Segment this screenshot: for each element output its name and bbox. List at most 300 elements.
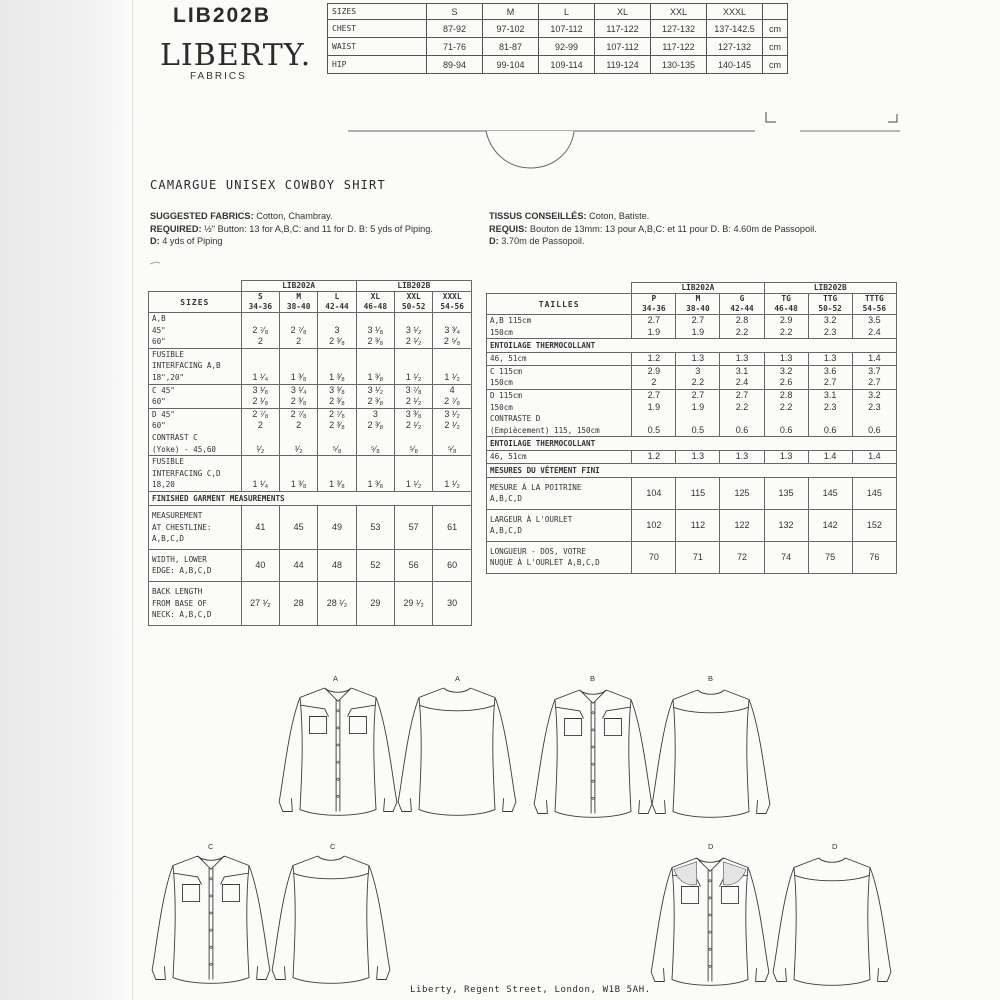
button-icon (337, 727, 339, 729)
yardage-value: 2 (257, 420, 263, 431)
measurement-value: 60 (433, 549, 472, 581)
yardage-value: 1 ³⁄₈ (290, 371, 307, 382)
measurement-value: 29 (356, 581, 394, 625)
yardage-value: 2 ³⁄₈ (329, 396, 345, 407)
yardage-value: 3 ¹⁄₂ (367, 384, 384, 395)
yardage-value: 1.9 (647, 401, 661, 412)
unit-cell: cm (763, 38, 788, 56)
yardage-value: 2.8 (735, 315, 749, 325)
yardage-value: 2 ¹⁄₂ (405, 396, 422, 407)
measurement-value: 142 (808, 509, 852, 541)
size-name: XXXL (442, 292, 462, 301)
measurement-value: 28 ¹⁄₂ (318, 581, 356, 625)
d-value: 3.70m de Passopoil. (501, 236, 585, 246)
button-icon (337, 795, 339, 797)
yardage-value: 1 ³⁄₈ (329, 479, 345, 490)
size-name: S (257, 292, 263, 301)
yardage-value: 3 (334, 324, 340, 335)
measurement-value: 27 ¹⁄₂ (241, 581, 279, 625)
size-range: 46-48 (774, 304, 798, 313)
yardage-value: 1 ³⁄₈ (367, 479, 384, 490)
size-header: XL (595, 4, 651, 20)
yardage-value: 1 ³⁄₈ (290, 479, 307, 490)
size-range: 34-36 (642, 304, 666, 313)
yardage-value: 1.3 (735, 353, 749, 364)
fabrics-label: TISSUS CONSEILLÉS: (489, 211, 587, 221)
yardage-value: 1.3 (823, 353, 837, 364)
yardage-value: 2 ³⁄₈ (367, 420, 384, 431)
view-label: C (330, 842, 336, 851)
label-line: NUQUE À L'OURLET A,B,C,D (490, 558, 600, 568)
yardage-value: 2 ³⁄₈ (329, 336, 345, 347)
yardage-value: 2.7 (647, 389, 661, 400)
yardage-value: 3 ¹⁄₈ (252, 384, 269, 395)
size-name: XXL (406, 292, 421, 301)
finished-measurements-label: MESURES DU VÊTEMENT FINI (487, 463, 897, 477)
size-range: 54-56 (862, 304, 887, 313)
lace-yoke-icon (674, 862, 746, 885)
yardage-value: ¹⁄₂ (256, 443, 265, 454)
yardage-value: 2 ³⁄₈ (290, 396, 307, 407)
shirt-back-icon (773, 858, 891, 985)
yardage-value: 2 ¹⁄₂ (405, 420, 422, 431)
yardage-value: 3.1 (735, 365, 749, 376)
yardage-value: 2.2 (779, 401, 793, 412)
yardage-value: 1.3 (779, 353, 793, 364)
size-value: 107-112 (539, 20, 595, 38)
yardage-value: 1.3 (691, 451, 705, 462)
yardage-value: 2.2 (691, 377, 705, 388)
label-line: FUSIBLE (152, 349, 185, 359)
yardage-value: 0.5 (647, 424, 661, 435)
yardage-value: 2.2 (779, 326, 793, 337)
footer-address: Liberty, Regent Street, London, W1B 5AH. (410, 985, 651, 995)
group-lib202b: LIB202B (764, 283, 896, 294)
size-header: M (483, 4, 539, 20)
required-value: Bouton de 13mm: 13 pour A,B,C: et 11 pour D. B: 4.60m de Passopoil. (529, 223, 817, 234)
measurement-value: 115 (676, 477, 720, 509)
size-name: P (651, 294, 657, 303)
yardage-value: 2 ¹⁄₈ (252, 396, 269, 407)
label-line: LARGEUR À L'OURLET (490, 514, 573, 524)
yardage-value: 3.2 (779, 365, 793, 376)
yardage-value: 3 (372, 408, 378, 419)
size-range: 42-44 (730, 304, 754, 313)
measurement-value: 52 (356, 549, 394, 581)
button-icon (709, 965, 711, 967)
label-line: 60" (152, 337, 166, 347)
size-name: TTG (823, 294, 838, 303)
yardage-value: 1.3 (735, 451, 749, 462)
measurement-value: 76 (852, 541, 896, 573)
size-range: 38-40 (686, 304, 710, 313)
measurement-value: 75 (808, 541, 852, 573)
view-label: C (208, 842, 214, 851)
yardage-value: 2.7 (823, 377, 837, 388)
view-label: D (832, 842, 838, 851)
label-line: BACK LENGTH (152, 587, 203, 597)
size-range: 50-52 (818, 304, 842, 313)
yardage-value: 1.2 (647, 353, 661, 364)
button-icon (709, 948, 711, 950)
button-icon (592, 780, 594, 782)
yardage-value: 3.5 (868, 315, 881, 325)
shirt-back-icon (652, 690, 770, 817)
label-line: C 45" (152, 385, 175, 395)
yardage-value: ⁵⁄₈ (370, 443, 380, 454)
size-header-label: SIZES (328, 4, 427, 20)
label-line: 46, 51cm (490, 452, 527, 462)
size-value: 127-132 (651, 20, 707, 38)
measurement-value: 71 (676, 541, 720, 573)
button-icon (592, 763, 594, 765)
yardage-value: 2 ³⁄₈ (367, 396, 384, 407)
required-label: REQUIS: (489, 223, 528, 234)
yardage-value: 3 ³⁄₈ (329, 384, 345, 395)
unit-cell: cm (763, 56, 788, 74)
required-label: REQUIRED: (150, 223, 202, 234)
size-name: L (334, 292, 340, 301)
size-range: 54-56 (440, 302, 464, 311)
size-value: 109-114 (539, 56, 595, 74)
measurement-value: 145 (852, 477, 896, 509)
measurement-value: 74 (764, 541, 808, 573)
label-line: (Empiècement) 115, 150cm (490, 425, 600, 435)
yardage-value: 2 ⁷⁄₈ (329, 408, 346, 419)
d-value: 4 yds of Piping (162, 236, 223, 246)
label-line: WIDTH, LOWER (152, 554, 207, 564)
yardage-value: ⁵⁄₈ (447, 443, 457, 454)
yardage-value: 1.4 (868, 353, 881, 364)
measurement-value: 61 (433, 505, 472, 549)
label-line: C 115cm (490, 366, 523, 376)
yardage-value: 3.2 (823, 315, 837, 325)
yardage-value: 1.9 (691, 326, 705, 337)
section-label: ENTOILAGE THERMOCOLLANT (487, 339, 897, 353)
measurement-value: 72 (720, 541, 764, 573)
yardage-value: 3 ¹⁄₄ (290, 384, 307, 395)
size-name: XL (370, 292, 381, 301)
measurement-value: 104 (632, 477, 676, 509)
label-line: (Yoke) - 45,60 (152, 444, 217, 454)
yardage-value: 2.7 (868, 377, 881, 388)
yardage-value: 2 ⁷⁄₈ (252, 324, 269, 335)
button-icon (592, 746, 594, 748)
yardage-value: 1 ³⁄₈ (329, 371, 345, 382)
measurement-value: 53 (356, 505, 394, 549)
size-name: G (739, 294, 745, 303)
button-icon (210, 878, 212, 880)
label-line: D 45" (152, 409, 175, 419)
unit-cell: cm (763, 20, 788, 38)
fabrics-value: Coton, Batiste. (589, 211, 650, 221)
yardage-value: 3.6 (823, 365, 837, 376)
yardage-value: 2 ¹⁄₂ (405, 336, 422, 347)
label-line: AT CHESTLINE: (152, 522, 212, 532)
measurement-value: 28 (280, 581, 318, 625)
required-value: ½" Button: 13 for A,B,C: and 11 for D. B: 5 yds of Piping. (204, 223, 433, 234)
size-value: 97-102 (483, 20, 539, 38)
size-value: 127-132 (707, 38, 763, 56)
yardage-value: 1.4 (868, 451, 881, 462)
label-line: 18",20" (152, 372, 185, 382)
size-name: M (296, 292, 302, 301)
yardage-value: 3 (695, 365, 701, 376)
size-range: 46-48 (363, 302, 388, 311)
measurement-value: 56 (395, 549, 433, 581)
measurement-value: 152 (852, 509, 896, 541)
yardage-value: 2 (257, 336, 263, 347)
yardage-value: 2 (296, 420, 302, 431)
measurement-value: 29 ¹⁄₂ (395, 581, 433, 625)
measure-label: CHEST (328, 20, 427, 38)
measurement-value: 45 (280, 505, 318, 549)
button-icon (709, 931, 711, 933)
label-line: A,B,C,D (490, 526, 523, 536)
label-line: A,B,C,D (490, 494, 523, 504)
yardage-value: 1.2 (647, 451, 661, 462)
shirt-front-icon (651, 858, 769, 985)
view-label: A (333, 674, 339, 683)
shirt-back-icon (272, 856, 390, 983)
brand-logo: LIBERTY. (160, 38, 312, 73)
measure-label: HIP (328, 56, 427, 74)
shirt-front-icon (534, 690, 652, 817)
yardage-value: 1.3 (779, 451, 793, 462)
button-icon (592, 797, 594, 799)
yardage-value: 2.4 (735, 377, 749, 388)
size-header: S (427, 4, 483, 20)
button-icon (210, 946, 212, 948)
size-value: 140-145 (707, 56, 763, 74)
yardage-value: 2 ⁷⁄₈ (252, 408, 269, 419)
size-value: 119-124 (595, 56, 651, 74)
section-label: ENTOILAGE THERMOCOLLANT (487, 437, 897, 451)
size-header: XXL (651, 4, 707, 20)
label-line: A,B (152, 314, 166, 323)
label-line: A,B,C,D (152, 534, 185, 544)
size-value: 92-99 (539, 38, 595, 56)
yardage-value: 3 ³⁄₄ (444, 324, 461, 335)
size-header: XXXL (707, 4, 763, 20)
size-name: M (695, 294, 701, 303)
size-value: 130-135 (651, 56, 707, 74)
measurement-value: 30 (433, 581, 472, 625)
yardage-value: 2.7 (647, 315, 661, 325)
yardage-value: 1 ³⁄₈ (367, 371, 384, 382)
yardage-value: 0.6 (823, 424, 837, 435)
label-line: CONTRASTE D (490, 414, 541, 424)
measurement-value: 102 (632, 509, 676, 541)
pattern-code: LIB202B (173, 4, 272, 27)
size-value: 87-92 (427, 20, 483, 38)
yardage-value: 1.3 (691, 353, 705, 364)
yardage-value: 3 ¹⁄₂ (444, 408, 460, 419)
label-line: INTERFACING A,B (152, 361, 221, 371)
label-line: FROM BASE OF (152, 598, 207, 608)
yardage-value: ⁵⁄₈ (332, 443, 342, 454)
label-line: CONTRAST C (152, 432, 198, 442)
size-name: TTTG (864, 294, 884, 303)
button-icon (592, 712, 594, 714)
finished-measurements-label: FINISHED GARMENT MEASUREMENTS (149, 491, 472, 505)
label-line: 60" (152, 421, 166, 431)
view-label: A (455, 674, 461, 683)
yardage-value: 2.4 (868, 326, 881, 337)
yardage-value: 2.7 (691, 315, 705, 325)
yardage-value: 2 ⁷⁄₈ (444, 396, 461, 407)
button-icon (210, 912, 212, 914)
measurement-value: 57 (395, 505, 433, 549)
label-line: 150cm (490, 402, 513, 412)
label-line: D 115cm (490, 390, 523, 400)
label-line: FUSIBLE (152, 457, 185, 467)
yardage-value: 2.7 (691, 389, 705, 400)
size-range: 50-52 (401, 302, 426, 311)
yardage-value: ¹⁄₂ (294, 443, 303, 454)
measurement-value: 112 (676, 509, 720, 541)
group-lib202a: LIB202A (241, 281, 356, 292)
button-icon (210, 963, 212, 965)
d-label: D: (489, 236, 499, 246)
shirt-front-icon (152, 856, 270, 983)
yardage-value: 1 ¹⁄₂ (405, 371, 422, 382)
button-icon (592, 729, 594, 731)
yardage-value: 2.9 (779, 315, 793, 325)
yardage-value: 2.9 (647, 365, 661, 376)
sizes-label: SIZES (149, 292, 242, 313)
yardage-value: 2.8 (779, 389, 793, 400)
size-header: L (539, 4, 595, 20)
label-line: A,B 115cm (490, 316, 532, 325)
size-value: 71-76 (427, 38, 483, 56)
size-range: 42-44 (325, 302, 349, 311)
button-icon (337, 778, 339, 780)
button-icon (337, 710, 339, 712)
label-line: 150cm (490, 378, 513, 388)
group-lib202a: LIB202A (632, 283, 764, 294)
yardage-value: 3 ¹⁄₂ (405, 324, 422, 335)
yardage-value: 1.9 (647, 326, 661, 337)
label-line: LONGUEUR - DOS, VOTRE (490, 546, 587, 556)
yardage-value: 2 ⁷⁄₈ (290, 324, 307, 335)
measure-label: WAIST (328, 38, 427, 56)
yardage-value: 0.6 (735, 424, 749, 435)
yardage-value: 3.1 (823, 389, 837, 400)
yardage-value: 2.3 (868, 401, 881, 412)
pattern-title: CAMARGUE UNISEX COWBOY SHIRT (150, 178, 386, 192)
yardage-value: 2 ⁵⁄₈ (443, 336, 461, 347)
yardage-value: 1.9 (691, 401, 705, 412)
yardage-value: 1.4 (823, 451, 837, 462)
yardage-value: 2 ⁷⁄₈ (290, 408, 307, 419)
yardage-value: 1 ¹⁄₂ (444, 371, 460, 382)
yardage-value: 3.2 (868, 389, 881, 400)
yardage-value: 1 ¹⁄₂ (444, 479, 460, 490)
size-value: 117-122 (651, 38, 707, 56)
measurement-value: 41 (241, 505, 279, 549)
yardage-value: 4 (449, 384, 455, 395)
yardage-value: 2 (651, 377, 657, 388)
yardage-value: 1 ¹⁄₂ (405, 479, 422, 490)
yardage-value: ⁵⁄₈ (409, 443, 419, 454)
measurement-value: 44 (280, 549, 318, 581)
yardage-value: 2 ³⁄₈ (329, 420, 345, 431)
shirt-front-icon (279, 688, 397, 815)
measurement-value: 48 (318, 549, 356, 581)
view-label: B (708, 674, 714, 683)
size-value: 137-142.5 (707, 20, 763, 38)
yardage-value: 0.6 (779, 424, 793, 435)
size-value: 99-104 (483, 56, 539, 74)
group-lib202b: LIB202B (356, 281, 471, 292)
view-label: B (590, 674, 596, 683)
yardage-value: 1 ¹⁄₄ (252, 479, 269, 490)
shirt-back-icon (398, 688, 516, 815)
yardage-value: 3 ¹⁄₈ (367, 324, 384, 335)
size-range: 34-36 (248, 302, 273, 311)
button-icon (337, 744, 339, 746)
label-line: NECK: A,B,C,D (152, 610, 212, 620)
yardage-value: 2.2 (735, 326, 749, 337)
measurement-value: 145 (808, 477, 852, 509)
label-line: EDGE: A,B,C,D (152, 566, 212, 576)
measurement-value: 49 (318, 505, 356, 549)
label-line: 60" (152, 397, 166, 407)
button-icon (709, 880, 711, 882)
size-value: 117-122 (595, 20, 651, 38)
yardage-value: 3.7 (868, 365, 881, 376)
yardage-value: 1 ¹⁄₄ (252, 371, 269, 382)
label-line: 18,20 (152, 480, 175, 490)
yardage-value: 3 ⁷⁄₈ (405, 384, 422, 395)
size-value: 81-87 (483, 38, 539, 56)
label-line: MEASUREMENT (152, 511, 203, 521)
label-line: 45" (152, 325, 166, 335)
sizes-label: TAILLES (487, 294, 632, 315)
yardage-value: 2 ¹⁄₂ (444, 420, 460, 431)
yardage-value: 2 (296, 336, 302, 347)
yardage-value: 0.5 (691, 424, 705, 435)
measurement-value: 40 (241, 549, 279, 581)
yardage-value: 2.3 (823, 326, 837, 337)
label-line: MESURE À LA POITRINE (490, 482, 582, 492)
measurement-value: 122 (720, 509, 764, 541)
yardage-value: 2.6 (779, 377, 793, 388)
brand-subtitle: FABRICS (190, 71, 247, 82)
size-name: TG (781, 294, 791, 303)
button-icon (210, 929, 212, 931)
measurement-value: 125 (720, 477, 764, 509)
view-label: D (708, 842, 714, 851)
measurement-value: 70 (632, 541, 676, 573)
size-range: 38-40 (286, 302, 311, 311)
button-icon (709, 897, 711, 899)
d-label: D: (150, 236, 160, 246)
label-line: 150cm (490, 327, 513, 337)
yardage-value: 2.3 (823, 401, 837, 412)
yardage-value: 2.2 (735, 401, 749, 412)
measurement-value: 135 (764, 477, 808, 509)
fabrics-value: Cotton, Chambray. (256, 211, 333, 221)
label-line: INTERFACING C,D (152, 468, 221, 478)
yardage-value: 2 ³⁄₈ (367, 336, 384, 347)
fabrics-label: SUGGESTED FABRICS: (150, 211, 254, 221)
yardage-value: 0.6 (868, 424, 881, 435)
size-value: 89-94 (427, 56, 483, 74)
yardage-value: 3 ³⁄₈ (405, 408, 422, 419)
label-line: 46, 51cm (490, 354, 527, 364)
